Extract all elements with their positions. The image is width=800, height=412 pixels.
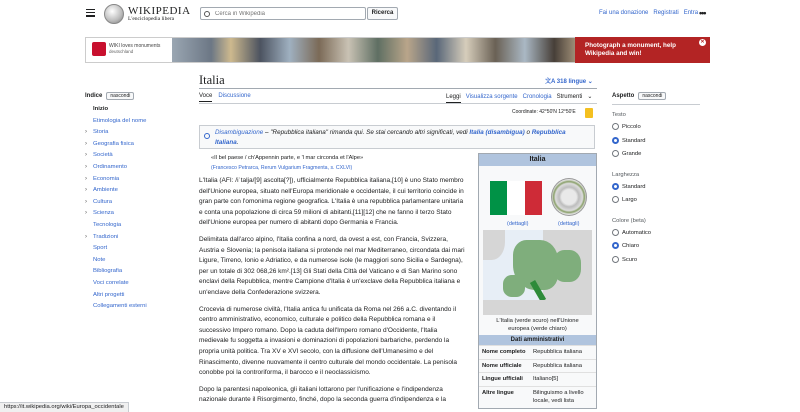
epigraph-text: «Il bel paese / ch'Appennin parte, e 'l mar circonda et l'Alpe» (211, 155, 364, 161)
chevron-right-icon[interactable]: › (85, 175, 87, 182)
text-size-option[interactable] (612, 124, 700, 138)
wikipedia-globe-logo[interactable] (104, 4, 124, 24)
toc-item[interactable] (85, 176, 185, 188)
appearance-hide-button[interactable]: nascondi (638, 92, 666, 100)
toc-item-label[interactable]: Etimologia del nome (93, 117, 147, 124)
infobox-symbols (479, 166, 596, 230)
tab-cronologia[interactable]: Cronologia (522, 94, 552, 100)
infobox-key: Altre lingue (482, 389, 514, 396)
login-link[interactable]: Entra (683, 10, 699, 16)
infobox-row (479, 386, 596, 408)
toc-item[interactable] (85, 257, 185, 269)
infobox-key: Nome completo (482, 349, 526, 355)
width-option[interactable] (612, 184, 700, 198)
toc-item[interactable] (85, 152, 185, 164)
title-divider (199, 88, 597, 89)
flag-stripe (525, 181, 542, 215)
wlm-title: WIKI loves monuments (109, 43, 161, 49)
toc-item-label[interactable]: Voci correlate (93, 279, 129, 286)
color-option[interactable] (612, 243, 700, 257)
tab-leggi[interactable]: Leggi (446, 94, 461, 103)
width-option[interactable] (612, 197, 700, 211)
toc-item-label[interactable]: Cultura (93, 198, 112, 205)
radio-label: Standard (622, 137, 646, 144)
infobox-value: Bilinguismo a livello locale, vedi lista (533, 389, 584, 404)
language-button[interactable]: 文A 318 lingue ⌄ (545, 79, 593, 85)
paragraph: Crocevia di numerose civiltà, l'Italia antica fu unificata da Roma nel 266 a.C. diventando il centro amministrativo, economico, culturale e politico della Repubblica romana e il successivo Impero romano. Dopo la caduta dell'Impero romano d'Occidente, l'Italia medievale fu soggetta a invasioni e dominazioni di popolazioni barbariche, perdendo la propria unità politica. Tra XV e XVI secolo, con la diffusione dell'Umanesimo e del Rinascimento, divenne nuovamente il centro culturale del mondo occidentale. La penisola conobbe poi la controriforma, il barocco e il neoclassicismo. (199, 305, 457, 377)
toc-item-label[interactable]: Bibliografia (93, 268, 123, 275)
logo-tagline: L'enciclopedia libera (128, 16, 175, 22)
toc-item[interactable] (85, 292, 185, 304)
protection-lock-icon[interactable] (585, 108, 593, 118)
toc-item-label[interactable]: Ordinamento (93, 163, 128, 170)
radio-label: Grande (622, 151, 642, 157)
toc-item[interactable] (85, 303, 185, 315)
appearance-title: Aspetto (612, 93, 635, 99)
flag-details-link[interactable]: (dettagli) (507, 221, 529, 227)
radio-icon[interactable] (612, 196, 619, 203)
text-size-option[interactable] (612, 151, 700, 165)
banner-close-icon[interactable]: ✕ (700, 39, 705, 45)
radio-label: Standard (622, 183, 646, 190)
radio-icon[interactable] (612, 123, 619, 130)
infobox-value: Italiano[5] (533, 376, 559, 382)
flag-of-italy[interactable] (490, 181, 542, 215)
toc-item[interactable] (85, 141, 185, 153)
search-input[interactable] (215, 9, 363, 19)
tab-visualizza-sorgente[interactable]: Visualizza sorgente (465, 94, 518, 100)
toc-item[interactable] (85, 199, 185, 211)
flag-stripe (490, 181, 507, 215)
repubblica-italiana-link[interactable]: Repubblica Italiana (215, 129, 566, 146)
toc-item[interactable] (85, 280, 185, 292)
toc-item-label[interactable]: Tradizioni (93, 233, 119, 240)
location-map[interactable] (483, 230, 592, 315)
tab-discussione[interactable]: Discussione (218, 93, 251, 99)
toc-item-label[interactable]: Scienza (93, 210, 114, 217)
search-icon (204, 11, 210, 17)
toc-item-label[interactable]: Sport (93, 245, 108, 252)
more-options-icon[interactable]: ••• (699, 8, 706, 18)
epigraph-source[interactable]: (Francesco Petrarca, Rerum Vulgarium Fragmenta, s. CXLVI) (211, 164, 353, 171)
search-button[interactable]: Ricerca (367, 7, 398, 20)
radio-icon[interactable] (612, 242, 619, 249)
info-icon (204, 133, 210, 139)
main-menu-icon[interactable] (86, 9, 95, 17)
emblem-details-link[interactable]: (dettagli) (558, 221, 580, 227)
disambiguation-hatnote (199, 125, 595, 149)
chevron-down-icon[interactable]: ⌄ (587, 94, 593, 100)
appearance-header (612, 92, 700, 100)
toc-item[interactable] (85, 210, 185, 222)
toc-item[interactable] (85, 187, 185, 199)
infobox-value: Repubblica italiana (533, 349, 582, 355)
toc-item[interactable] (85, 245, 185, 257)
namespace-tabs (199, 93, 257, 99)
chevron-right-icon[interactable]: › (85, 163, 87, 170)
tabs-divider (199, 103, 597, 104)
toc-item[interactable] (85, 268, 185, 280)
radio-icon[interactable] (612, 229, 619, 236)
color-option[interactable] (612, 257, 700, 271)
disambiguation-link[interactable]: Disambiguazione (215, 129, 264, 136)
radio-icon[interactable] (612, 150, 619, 157)
infobox (478, 153, 597, 409)
toc-item-label[interactable]: Geografia fisica (93, 140, 134, 147)
language-count[interactable]: 318 lingue (556, 79, 587, 85)
hatnote-text: o (524, 129, 532, 136)
toc-item-label[interactable]: Inizio (93, 106, 109, 112)
epigraph (211, 154, 473, 173)
toc-item-label[interactable]: Ambiente (93, 187, 118, 194)
toc-item[interactable] (85, 106, 185, 118)
wlm-logo (86, 38, 172, 62)
color-option[interactable] (612, 230, 700, 244)
toc-item[interactable] (85, 129, 185, 141)
toc-title: Indice (85, 93, 103, 99)
toc-item-label[interactable]: Economia (93, 175, 120, 182)
infobox-key: Nome ufficiale (482, 362, 522, 369)
page-title: Italia (199, 73, 225, 87)
tab-strumenti[interactable]: Strumenti (556, 94, 583, 100)
radio-icon[interactable] (612, 256, 619, 263)
toc-item[interactable] (85, 234, 185, 246)
paragraph: L'Italia (AFI: /iˈtalja/[9] ascolta[?]), ufficialmente Repubblica italiana,[10] è uno Stato membro dell'Unione europea, situato nell'Europa meridionale e occidentale, il cui territorio coincide in gran parte con l'omonima regione geografica. L'Italia è una repubblica parlamentare unitaria e conta una popolazione di circa 59 milioni di abitanti,[11][12] che ne fanno il terzo Stato dell'Unione europea per numero di abitanti dopo Germania e Francia. (199, 177, 464, 227)
appearance-panel (612, 92, 700, 270)
chevron-right-icon[interactable]: › (85, 210, 87, 217)
hatnote-text: – "Repubblica italiana" rimanda qui. Se stai cercando altri significati, vedi (263, 129, 470, 136)
personal-tools (599, 8, 706, 18)
infobox-row (479, 345, 596, 359)
width-label: Larghezza (612, 171, 640, 178)
italia-disambigua-link[interactable]: Italia (disambigua) (469, 129, 525, 136)
toc-item-label[interactable]: Collegamenti esterni (93, 303, 147, 310)
chevron-right-icon[interactable]: › (85, 187, 87, 194)
infobox-value: Repubblica italiana (533, 362, 582, 369)
divider (612, 104, 700, 105)
donate-link[interactable]: Fai una donazione (599, 10, 649, 16)
coordinates[interactable]: Coordinate: 42°50′N 12°50′E (512, 109, 576, 115)
chevron-right-icon[interactable]: › (85, 198, 87, 205)
radio-label: Scuro (622, 256, 638, 263)
infobox-row (479, 372, 596, 386)
wlm-subtitle: deutschland (109, 49, 134, 54)
toc-item-label[interactable]: Tecnologia (93, 221, 122, 228)
toc-item-label[interactable]: Note (93, 256, 106, 263)
banner-cta-text[interactable]: Photograph a monument, help Wikipedia and win! (585, 42, 676, 57)
toc-item-label[interactable]: Altri progetti (93, 291, 125, 298)
chevron-right-icon[interactable]: › (85, 129, 87, 136)
flag-stripe (507, 181, 524, 215)
chevron-right-icon[interactable]: › (85, 233, 87, 240)
map-caption: L'Italia (verde scuro) nell'Unione europea (verde chiaro) (496, 318, 579, 332)
chevron-right-icon[interactable]: › (85, 140, 87, 147)
toc-item-label[interactable]: Storia (93, 129, 109, 136)
toc-header (85, 92, 185, 100)
chevron-right-icon[interactable]: › (85, 152, 87, 159)
radio-icon[interactable] (612, 183, 619, 190)
radio-icon[interactable] (612, 137, 619, 144)
radio-label: Piccolo (622, 124, 641, 130)
logo-wordmark[interactable]: WIKIPEDIA (128, 5, 191, 17)
top-header (0, 0, 800, 30)
paragraph: Dopo la parentesi napoleonica, gli italiani lottarono per l'unificazione e l'indipendenza nazionale durante il Risorgimento, finché, dopo la seconda guerra d'indipendenza e la (199, 385, 446, 404)
view-tabs (446, 93, 597, 100)
toc-item-label[interactable]: Società (93, 152, 113, 159)
color-label: Colore (beta) (612, 217, 646, 224)
radio-label: Chiaro (622, 243, 640, 249)
hatnote-text: . (236, 138, 239, 146)
infobox-row (479, 359, 596, 373)
status-bar-url: https://it.wikipedia.org/wiki/Europa_occidentale (0, 402, 129, 412)
table-of-contents (85, 92, 185, 315)
paragraph: Delimitata dall'arco alpino, l'Italia confina a nord, da ovest a est, con Francia, Svizzera, Austria e Slovenia; la penisola italiana si protende nel mar Mediterraneo, circondata dai mari Ligure, Tirreno, Ionio e Adriatico, e da numerose isole (le maggiori sono Sicilia e Sardegna), per un totale di 302 068,26 km².[13] Gli Stati della Città del Vaticano e di San Marino sono enclavi della Repubblica, mentre Campione d'Italia è un'exclave della Repubblica italiana e un'enclave della Confederazione svizzera. (199, 235, 465, 296)
register-link[interactable]: Registrati (653, 10, 679, 16)
toc-item[interactable] (85, 164, 185, 176)
article-body (199, 176, 467, 412)
text-size-option[interactable] (612, 138, 700, 152)
camera-icon (92, 42, 106, 56)
emblem-of-italy[interactable] (551, 178, 587, 216)
toc-item[interactable] (85, 118, 185, 130)
infobox-title: Italia (479, 154, 596, 166)
tab-voce[interactable]: Voce (199, 93, 212, 102)
toc-hide-button[interactable]: nascondi (106, 92, 134, 100)
radio-label: Automatico (622, 229, 651, 236)
admin-section-header: Dati amministrativi (479, 335, 596, 345)
search-box[interactable] (200, 7, 366, 20)
toc-item[interactable] (85, 222, 185, 234)
text-size-label: Testo (612, 112, 626, 118)
radio-label: Largo (622, 197, 637, 203)
infobox-key: Lingue ufficiali (482, 376, 523, 382)
